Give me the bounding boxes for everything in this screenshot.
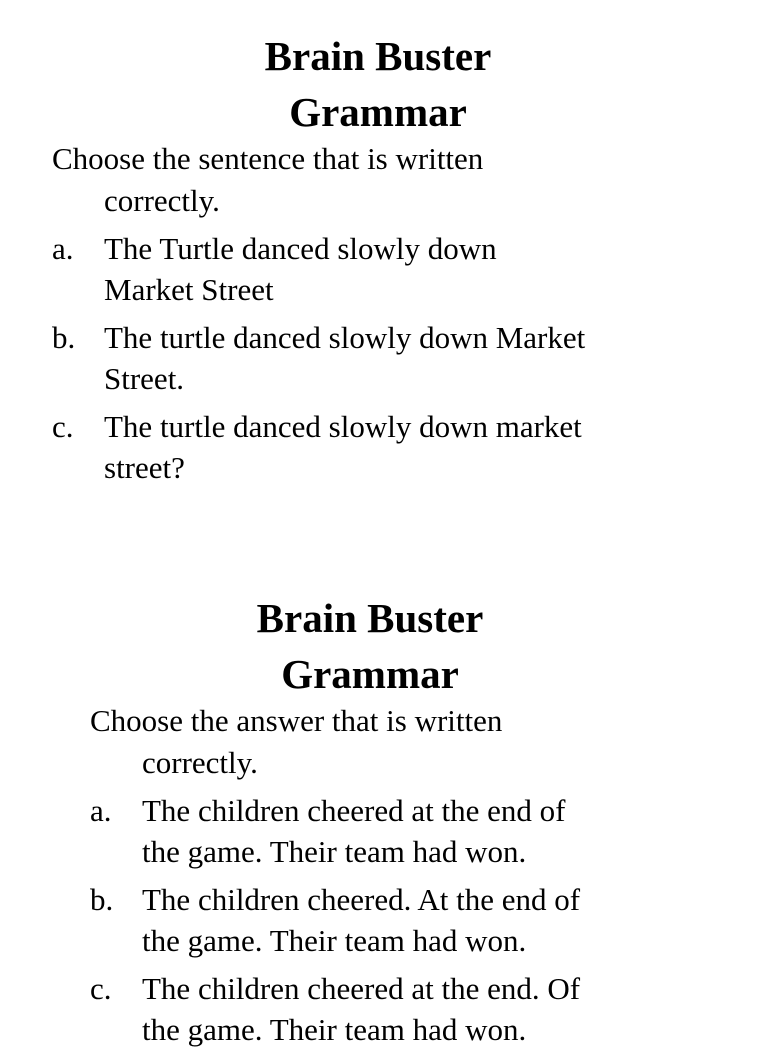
option-letter: a. [52,231,74,266]
question-prompt [90,700,650,784]
option-line: the game. Their team had won. [142,1012,527,1047]
prompt-line: Choose the sentence that is written [52,141,484,176]
option-line: the game. Their team had won. [142,923,527,958]
option-line: street? [104,450,185,485]
answer-option-a [52,228,768,310]
title-line: Grammar [281,651,459,697]
card-title [0,590,740,702]
option-text [142,790,768,872]
answer-option-a [90,790,768,872]
option-text [104,317,768,399]
option-letter: a. [90,793,112,828]
answer-option-b [52,317,768,399]
answer-option-c [52,406,768,488]
title-line: Grammar [289,89,467,135]
option-line: Street. [104,361,185,396]
prompt-line: correctly. [104,183,220,218]
prompt-line: correctly. [142,745,258,780]
option-line: The Turtle danced slowly down [104,231,497,266]
option-text [104,406,768,488]
option-text [142,968,768,1050]
option-line: The children cheered at the end of [142,793,566,828]
option-line: The turtle danced slowly down Market [104,320,586,355]
option-text [104,228,768,310]
answer-option-b [90,879,768,961]
brain-buster-card-2 [0,590,768,1057]
option-letter: c. [90,971,112,1006]
option-letter: b. [52,320,76,355]
option-text [142,879,768,961]
option-letter: b. [90,882,114,917]
card-title [0,28,756,140]
option-line: The children cheered. At the end of [142,882,581,917]
brain-buster-card-1 [0,28,768,495]
option-line: The turtle danced slowly down market [104,409,582,444]
question-prompt [52,138,612,222]
option-line: Market Street [104,272,274,307]
answer-options [90,790,768,1050]
option-line: The children cheered at the end. Of [142,971,581,1006]
answer-options [52,228,768,488]
answer-option-c [90,968,768,1050]
title-line: Brain Buster [264,33,492,79]
option-letter: c. [52,409,74,444]
prompt-line: Choose the answer that is written [90,703,503,738]
option-line: the game. Their team had won. [142,834,527,869]
title-line: Brain Buster [256,595,484,641]
